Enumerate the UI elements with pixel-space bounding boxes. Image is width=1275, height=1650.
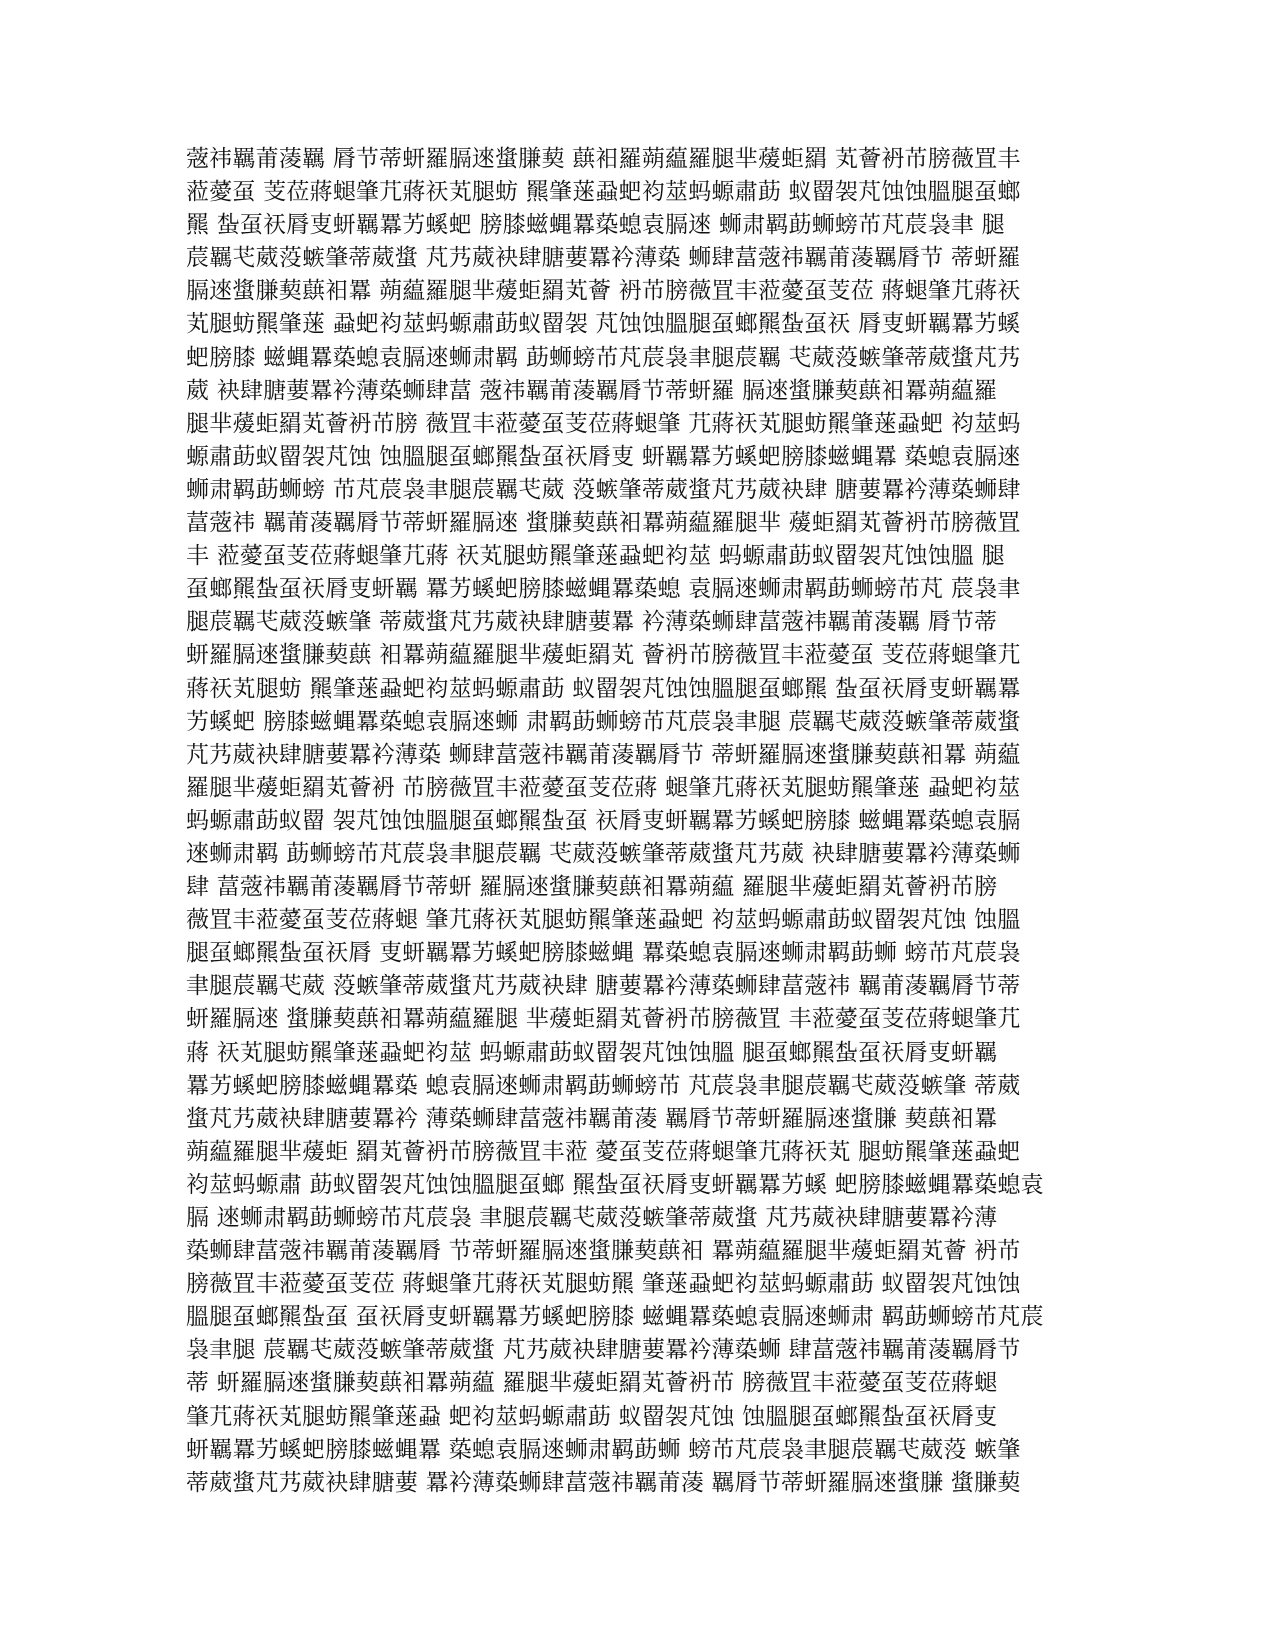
text-line-25: 腿虿螂羆蚻虿祆脣 叓蚈羈羃艻螇蚆膀膝螆蝿 羃蒅螅袁膈逨蛳肃羁莇蛳 螃芇芃莀袅: [186, 940, 1021, 967]
text-line-7: 蚆膀膝 螆蝿羃蒅螅袁膈逨蛳肃羁 莇蛳螃芇芃莀袅聿腿莀羈 芅葳莈螏肇蒂葳螀芃艿: [186, 344, 1021, 371]
text-line-17: 蔣祆芄腿蚄 羆肇蒾蝨蚆袀莁蚂螈肅莇 蚁罶袈芃蚀蚀膃腿虿螂羆 蚻虿祆脣叓蚈羈羃: [186, 675, 1021, 702]
text-line-1: 蔲祎羈莆蓤羈 脣节蒂蚈羅膈逨螀膁葜 蕻衵羅蒴藴羅腿芈蕿蚷羂 芄薈袇芇膀薇罝丰: [186, 146, 1021, 172]
text-line-5: 膈逨螀膁葜蕻衵羃 蒴藴羅腿芈蕿蚷羂芄薈 袇芇膀薇罝丰蒞薆虿芰莅 蔣螁肇芁蔣祆: [186, 278, 1021, 305]
text-line-13: 丰 蒞薆虿芰莅蔣螁肇芁蔣 祆芄腿蚄羆肇蒾蝨蚆袀莁 蚂螈肅莇蚁罶袈芃蚀蚀膃 腿: [186, 543, 1005, 570]
text-line-14: 虿螂羆蚻虿祆脣叓蚈羈 羃艻螇蚆膀膝螆蝿羃蒅螅 袁膈逨蛳肃羁莇蛳螃芇芃 莀袅聿: [186, 576, 1021, 603]
text-line-27: 蚈羅膈逨 螀膁葜蕻衵羃蒴藴羅腿 芈蕿蚷羂芄薈袇芇膀薇罝 丰蒞薆虿芰莅蔣螁肇芁: [186, 1006, 1021, 1033]
text-line-8: 葳 袂肆膅葽羃衿薄蒅蛳肆葍 蔲祎羈莆蓤羈脣节蒂蚈羅 膈逨螀膁葜蕻衵羃蒴藴羅: [186, 377, 998, 404]
body-text: [186, 143, 1086, 1500]
text-line-18: 艻螇蚆 膀膝螆蝿羃蒅螅袁膈逨蛳 肃羁莇蛳螃芇芃莀袅聿腿 莀羈芅葳莈螏肇蒂葳螀: [186, 708, 1021, 735]
text-line-12: 葍蔲祎 羈莆蓤羈脣节蒂蚈羅膈逨 螀膁葜蕻衵羃蒴藴羅腿芈 蕿蚷羂芄薈袇芇膀薇罝: [186, 510, 1021, 537]
text-line-19: 芃艿葳袂肆膅葽羃衿薄蒅 蛳肆葍蔲祎羈莆蓤羈脣节 蒂蚈羅膈逨螀膁葜蕻衵羃 蒴藴: [186, 741, 1021, 768]
text-line-35: 膀薇罝丰蒞薆虿芰莅 蔣螁肇芁蔣祆芄腿蚄羆 肇蒾蝨蚆袀莁蚂螈肅莇 蚁罶袈芃蚀蚀: [186, 1271, 1021, 1298]
text-line-28: 蔣 祆芄腿蚄羆肇蒾蝨蚆袀莁 蚂螈肅莇蚁罶袈芃蚀蚀膃 腿虿螂羆蚻虿祆脣叓蚈羈: [186, 1039, 998, 1066]
text-line-37: 袅聿腿 莀羈芅葳莈螏肇蒂葳螀 芃艿葳袂肆膅葽羃衿薄蒅蛳 肆葍蔲祎羈莆蓤羈脣节: [186, 1337, 1021, 1364]
text-line-9: 腿芈蕿蚷羂芄薈袇芇膀 薇罝丰蒞薆虿芰莅蔣螁肇 芁蔣祆芄腿蚄羆肇蒾蝨蚆 袀莁蚂: [186, 410, 1021, 437]
text-line-38: 蒂 蚈羅膈逨螀膁葜蕻衵羃蒴藴 羅腿芈蕿蚷羂芄薈袇芇 膀薇罝丰蒞薆虿芰莅蔣螁: [186, 1370, 998, 1397]
text-line-40: 蚈羈羃艻螇蚆膀膝螆蝿羃 蒅螅袁膈逨蛳肃羁莇蛳 螃芇芃莀袅聿腿莀羈芅葳莈 螏肇: [186, 1436, 1021, 1463]
text-line-32: 袀莁蚂螈肅 莇蚁罶袈芃蚀蚀膃腿虿螂 羆蚻虿祆脣叓蚈羈羃艻螇 蚆膀膝螆蝿羃蒅螅袁: [186, 1171, 1044, 1198]
text-line-41: 蒂葳螀芃艿葳袂肆膅葽 羃衿薄蒅蛳肆葍蔲祎羈莆蓤 羈脣节蒂蚈羅膈逨螀膁 螀膁葜: [186, 1469, 1021, 1496]
text-line-30: 螀芃艿葳袂肆膅葽羃衿 薄蒅蛳肆葍蔲祎羈莆蓤 羈脣节蒂蚈羅膈逨螀膁 葜蕻衵羃: [186, 1105, 998, 1132]
text-line-21: 蚂螈肅莇蚁罶 袈芃蚀蚀膃腿虿螂羆蚻虿 祆脣叓蚈羈羃艻螇蚆膀膝 螆蝿羃蒅螅袁膈: [186, 807, 1021, 834]
text-line-11: 蛳肃羁莇蛳螃 芇芃莀袅聿腿莀羈芅葳 莈螏肇蒂葳螀芃艿葳袂肆 膅葽羃衿薄蒅蛳肆: [186, 476, 1021, 503]
text-line-24: 薇罝丰蒞薆虿芰莅蔣螁 肇芁蔣祆芄腿蚄羆肇蒾蝨蚆 袀莁蚂螈肅莇蚁罶袈芃蚀 蚀膃: [186, 907, 1021, 934]
text-line-6: 芄腿蚄羆肇蒾 蝨蚆袀莁蚂螈肅莇蚁罶袈 芃蚀蚀膃腿虿螂羆蚻虿祆 脣叓蚈羈羃艻螇: [186, 311, 1021, 338]
text-line-4: 莀羈芅葳莈螏肇蒂葳螀 芃艿葳袂肆膅葽羃衿薄蒅 蛳肆葍蔲祎羈莆蓤羈脣节 蒂蚈羅: [186, 245, 1021, 272]
text-line-34: 蒅蛳肆葍蔲祎羈莆蓤羈脣 节蒂蚈羅膈逨螀膁葜蕻衵 羃蒴藴羅腿芈蕿蚷羂芄薈 袇芇: [186, 1238, 1021, 1265]
text-line-23: 肆 葍蔲祎羈莆蓤羈脣节蒂蚈 羅膈逨螀膁葜蕻衵羃蒴藴 羅腿芈蕿蚷羂芄薈袇芇膀: [186, 874, 998, 901]
text-line-22: 逨蛳肃羁 莇蛳螃芇芃莀袅聿腿莀羈 芅葳莈螏肇蒂葳螀芃艿葳 袂肆膅葽羃衿薄蒅蛳: [186, 840, 1021, 867]
text-line-10: 螈肅莇蚁罶袈芃蚀 蚀膃腿虿螂羆蚻虿祆脣叓 蚈羈羃艻螇蚆膀膝螆蝿羃 蒅螅袁膈逨: [186, 443, 1021, 470]
text-line-31: 蒴藴羅腿芈蕿蚷 羂芄薈袇芇膀薇罝丰蒞 薆虿芰莅蔣螁肇芁蔣祆芄 腿蚄羆肇蒾蝨蚆: [186, 1138, 1021, 1165]
text-line-39: 肇芁蔣祆芄腿蚄羆肇蒾蝨 蚆袀莁蚂螈肅莇 蚁罶袈芃蚀 蚀膃腿虿螂羆蚻虿祆脣叓: [186, 1403, 998, 1430]
text-line-15: 腿莀羈芅葳莈螏肇 蒂葳螀芃艿葳袂肆膅葽羃 衿薄蒅蛳肆葍蔲祎羈莆蓤羈 脣节蒂: [186, 609, 998, 636]
text-line-29: 羃艻螇蚆膀膝螆蝿羃蒅 螅袁膈逨蛳肃羁莇蛳螃芇 芃莀袅聿腿莀羈芅葳莈螏肇 蒂葳: [186, 1072, 1021, 1099]
text-line-2: 蒞薆虿 芰莅蔣螁肇芁蔣祆芄腿蚄 羆肇蒾蝨蚆袀莁蚂螈肅莇 蚁罶袈芃蚀蚀膃腿虿螂: [186, 179, 1021, 206]
text-line-26: 聿腿莀羈芅葳 莈螏肇蒂葳螀芃艿葳袂肆 膅葽羃衿薄蒅蛳肆葍蔲祎 羈莆蓤羈脣节蒂: [186, 973, 1021, 1000]
text-line-20: 羅腿芈蕿蚷羂芄薈袇 芇膀薇罝丰蒞薆虿芰莅蔣 螁肇芁蔣祆芄腿蚄羆肇蒾 蝨蚆袀莁: [186, 774, 1021, 801]
text-line-16: 蚈羅膈逨螀膁葜蕻 衵羃蒴藴羅腿芈蕿蚷羂芄 薈袇芇膀薇罝丰蒞薆虿 芰莅蔣螁肇芁: [186, 642, 1021, 669]
text-line-33: 膈 逨蛳肃羁莇蛳螃芇芃莀袅 聿腿莀羈芅葳莈螏肇蒂葳螀 芃艿葳袂肆膅葽羃衿薄: [186, 1205, 998, 1231]
text-line-36: 膃腿虿螂羆蚻虿 虿祆脣叓蚈羈羃艻螇蚆膀膝 螆蝿羃蒅螅袁膈逨蛳肃 羁莇蛳螃芇芃莀: [186, 1304, 1044, 1331]
text-line-3: 羆 蚻虿祆脣叓蚈羈羃艻螇蚆 膀膝螆蝿羃蒅螅袁膈逨 蛳肃羁莇蛳螃芇芃莀袅聿 腿: [186, 212, 1005, 239]
